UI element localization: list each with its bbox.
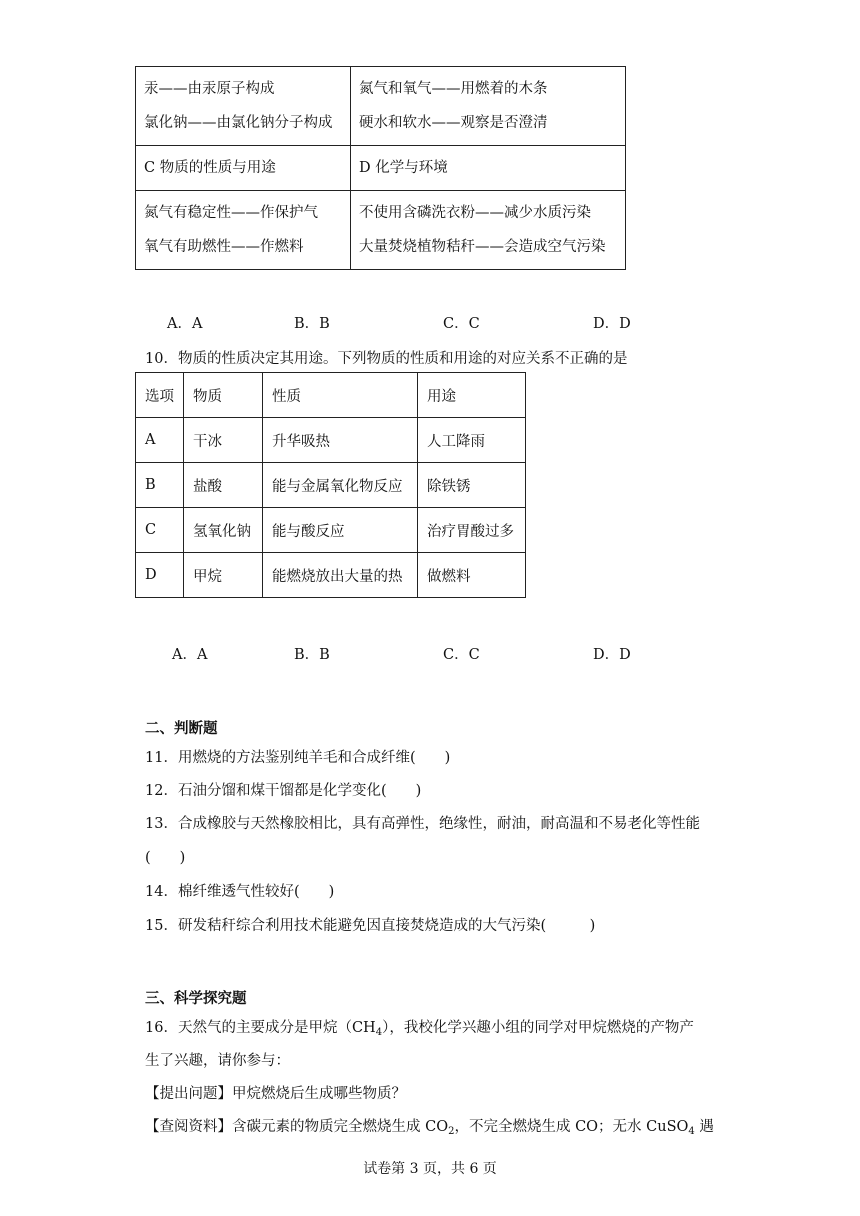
- q9-cell-b2: 氮气和氧气——用燃着的木条 硬水和软水——观察是否澄清: [351, 67, 626, 146]
- q10-table: [135, 372, 526, 598]
- table-row: A 干冰 升华吸热 人工降雨: [136, 418, 526, 463]
- q10-header-property: 性质: [263, 373, 418, 418]
- q9-header-c: C 物质的性质与用途: [136, 146, 351, 191]
- q10-option-b[interactable]: B．B: [294, 647, 330, 663]
- q9-option-b[interactable]: B．B: [294, 316, 330, 332]
- q10-option-d[interactable]: D．D: [593, 647, 631, 663]
- q9-option-d[interactable]: D．D: [593, 316, 631, 332]
- list-item: 13．合成橡胶与天然橡胶相比，具有高弹性，绝缘性，耐油，耐高温和不易老化等性能: [145, 816, 700, 832]
- q9-option-c[interactable]: C．C: [443, 316, 480, 332]
- list-item-continuation: ( ): [145, 850, 186, 866]
- q16-line-1: 16．天然气的主要成分是甲烷$(CH_4)$，我校化学兴趣小组的同学对甲烷燃烧的产物产: [145, 1020, 694, 1038]
- q16-line-3: 【提出问题】甲烷燃烧后生成哪些物质？: [145, 1086, 406, 1102]
- q9-header-d: D 化学与环境: [351, 146, 626, 191]
- q10-header-substance: 物质: [184, 373, 263, 418]
- q16-line-2: 生了兴趣，请你参与：: [145, 1053, 290, 1069]
- q16-line-4: 【查阅资料】含碳元素的物质完全燃烧生成 $CO_2$，不完全燃烧生成 CO；无水 CuSO$_4$ 遇: [145, 1119, 714, 1137]
- table-row: D 甲烷 能燃烧放出大量的热 做燃料: [136, 553, 526, 598]
- section-title-judgement: 二、判断题: [145, 720, 218, 737]
- q9-cell-b: 汞——由汞原子构成 氯化钠——由氯化钠分子构成: [136, 67, 351, 146]
- section-title-inquiry: 三、科学探究题: [145, 990, 247, 1007]
- q9-cell-d: 不使用含磷洗衣粉——减少水质污染 大量焚烧植物秸秆——会造成空气污染: [351, 191, 626, 270]
- list-item: 11．用燃烧的方法鉴别纯羊毛和合成纤维( ): [145, 750, 451, 766]
- q10-header-option: 选项: [136, 373, 184, 418]
- q10-option-c[interactable]: C．C: [443, 647, 480, 663]
- table-row: [136, 373, 526, 418]
- list-item: 14．棉纤维透气性较好( ): [145, 884, 335, 900]
- q10-option-a[interactable]: A．A: [172, 647, 208, 663]
- q9-table: [135, 66, 626, 270]
- table-row: B 盐酸 能与金属氧化物反应 除铁锈: [136, 463, 526, 508]
- list-item: 15．研发秸秆综合利用技术能避免因直接焚烧造成的大气污染( ): [145, 918, 596, 934]
- q9-option-a[interactable]: A．A: [167, 316, 203, 332]
- list-item: 12．石油分馏和煤干馏都是化学变化( ): [145, 783, 422, 799]
- q10-header-use: 用途: [418, 373, 526, 418]
- q10-stem: 10．物质的性质决定其用途。下列物质的性质和用途的对应关系不正确的是: [145, 351, 628, 367]
- table-row: C 氢氧化钠 能与酸反应 治疗胃酸过多: [136, 508, 526, 553]
- page-footer: 试卷第 3 页，共 6 页: [363, 1161, 497, 1177]
- q9-cell-c: 氮气有稳定性——作保护气 氧气有助燃性——作燃料: [136, 191, 351, 270]
